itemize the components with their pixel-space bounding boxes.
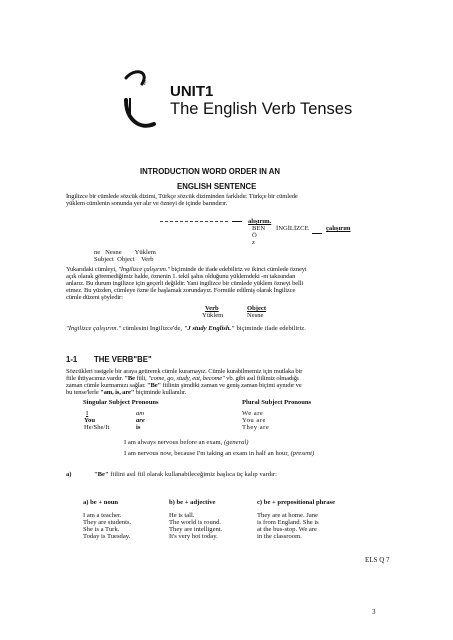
plural-row: You are [242, 417, 266, 424]
intro-para1-line1: İngilizce bir cümlede sözcük dizimi, Türkçe sözcük diziminden farklıdır. Türkçe bir cümlede [66, 193, 298, 200]
col-header-prep: c) be + prepositional phrase [257, 499, 336, 506]
section-a-intro: "Be" fiilini asıl fiil olarak kullanabileceğimiz başlıca üç kalıp vardır: [94, 471, 277, 478]
para2-line5: cümle düzeni şöyledir: [66, 294, 123, 301]
section-title: THE VERB"BE" [94, 355, 152, 364]
table-row: I am a teacher. He is tall. They are at home. Jane [83, 511, 318, 519]
example-dashes [160, 221, 228, 223]
section-line4: bu tense'lerle "am, is, are" biçiminde kullanılır. [66, 389, 187, 396]
example-present: I am nervous now, because I'm taking an exam in half an hour, (present) [124, 450, 315, 457]
example-underscore [232, 221, 242, 222]
example-labels-en: Subject Object Verb [94, 256, 154, 263]
formula-yuklem: Yüklem [202, 312, 224, 319]
plural-header: Plural Subject Pronouns [242, 399, 312, 406]
intro-para1-line2: yüklem cümlenin sonunda yer alır ve özneyi de içinde barındırır. [66, 200, 228, 207]
col-header-adjective: b) be + adjective [169, 499, 216, 506]
para2-line2: açık olarak göremediğimiz halde, öznenin 1. tekil şahıs olduğunu yüklemdeki -m takısından [66, 273, 296, 280]
example-ben: BEN [252, 225, 266, 232]
pronoun-row: I [86, 410, 89, 417]
example-o: Ö [252, 232, 257, 239]
section-number: 1-1 [66, 355, 78, 364]
unit-number: UNIT1 [170, 83, 214, 100]
para2-line1: Yukarıdaki cümleyi, "İngilizce çalışırım." biçiminde de ifade edebiliriz ve ikinci cümlede özneyi [66, 266, 307, 273]
section-a-label: a) [66, 471, 72, 478]
pattern-table [83, 500, 413, 541]
table-row: Today is Tuesday. It's very hot today. in the classroom. [83, 532, 302, 540]
plural-row: They are [242, 424, 270, 431]
table-row: She is a Turk. They are intelligent. at the bus-stop. We are [83, 525, 317, 533]
intro-heading-line2: ENGLISH SENTENCE [177, 182, 257, 191]
pronoun-verb: am [136, 410, 145, 417]
pronoun-row: He/She/It [84, 424, 110, 431]
singular-header: Singular Subject Pronouns [83, 399, 159, 406]
intro-heading-line1: INTRODUCTION WORD ORDER IN AN [140, 167, 281, 176]
plural-row: We are [242, 410, 264, 417]
example-z: z [252, 239, 255, 246]
section-line3: zaman cümle kurmamızı sağlar. "Be" fiilinin şimdiki zaman ve geniş zaman biçimi aynıdır ve [66, 382, 302, 389]
para3: "İngilizce çalışırım." cümlesini İngilizce'de, "J study English." biçiminde ifade edebiliriz. [66, 325, 306, 332]
pronoun-verb: are [136, 417, 145, 424]
example-ingilizce: İNGİLİZCE [276, 225, 309, 232]
formula-object: Object [247, 305, 267, 312]
formula-nesne: Nesne [247, 312, 264, 319]
table-row: They are students. The world is round. is from England. She is [83, 518, 319, 526]
els-code: ELS Q 7 [365, 556, 390, 564]
example-alisirim: alışırım. [248, 218, 272, 225]
pattern-header-row [83, 500, 413, 507]
page-number: 3 [372, 608, 376, 616]
pronoun-verb: is [136, 424, 141, 431]
section-line2: fiile ihtiyacımız vardır. "Be fiili, "come, go, study, eat, become" vb. gibi asıl fiilimiz olmadığı [66, 375, 299, 382]
logo-mark: i [144, 79, 146, 87]
para2-line3: anlarız. Bu durum ingilizce için geçerli değildir. Yani ingilizce bir cümlede yüklem özneyi belli [66, 280, 304, 287]
col-header-noun: a) be + noun [83, 499, 119, 506]
example-general: I am always nervous before an exam, (general) [124, 439, 249, 446]
example-labels-tr: ne Nesne Yüklem [94, 249, 156, 256]
para2-line4: etmez. Bu yüzden, cümleye özne ile başlamak zorundayız. Formüle edilmiş olarak İngilizce [66, 287, 296, 294]
pronoun-row: You [84, 417, 95, 424]
example-underscore2 [312, 233, 322, 234]
formula-verb: Verb [205, 305, 219, 312]
example-calisirim: çalışırım [326, 225, 351, 232]
section-line1: Sözcükleri rastgele bir araya getirerek cümle kuramayız. Cümle kurabilmemiz için mutlaka bir [66, 368, 303, 375]
unit-title: The English Verb Tenses [170, 100, 353, 118]
